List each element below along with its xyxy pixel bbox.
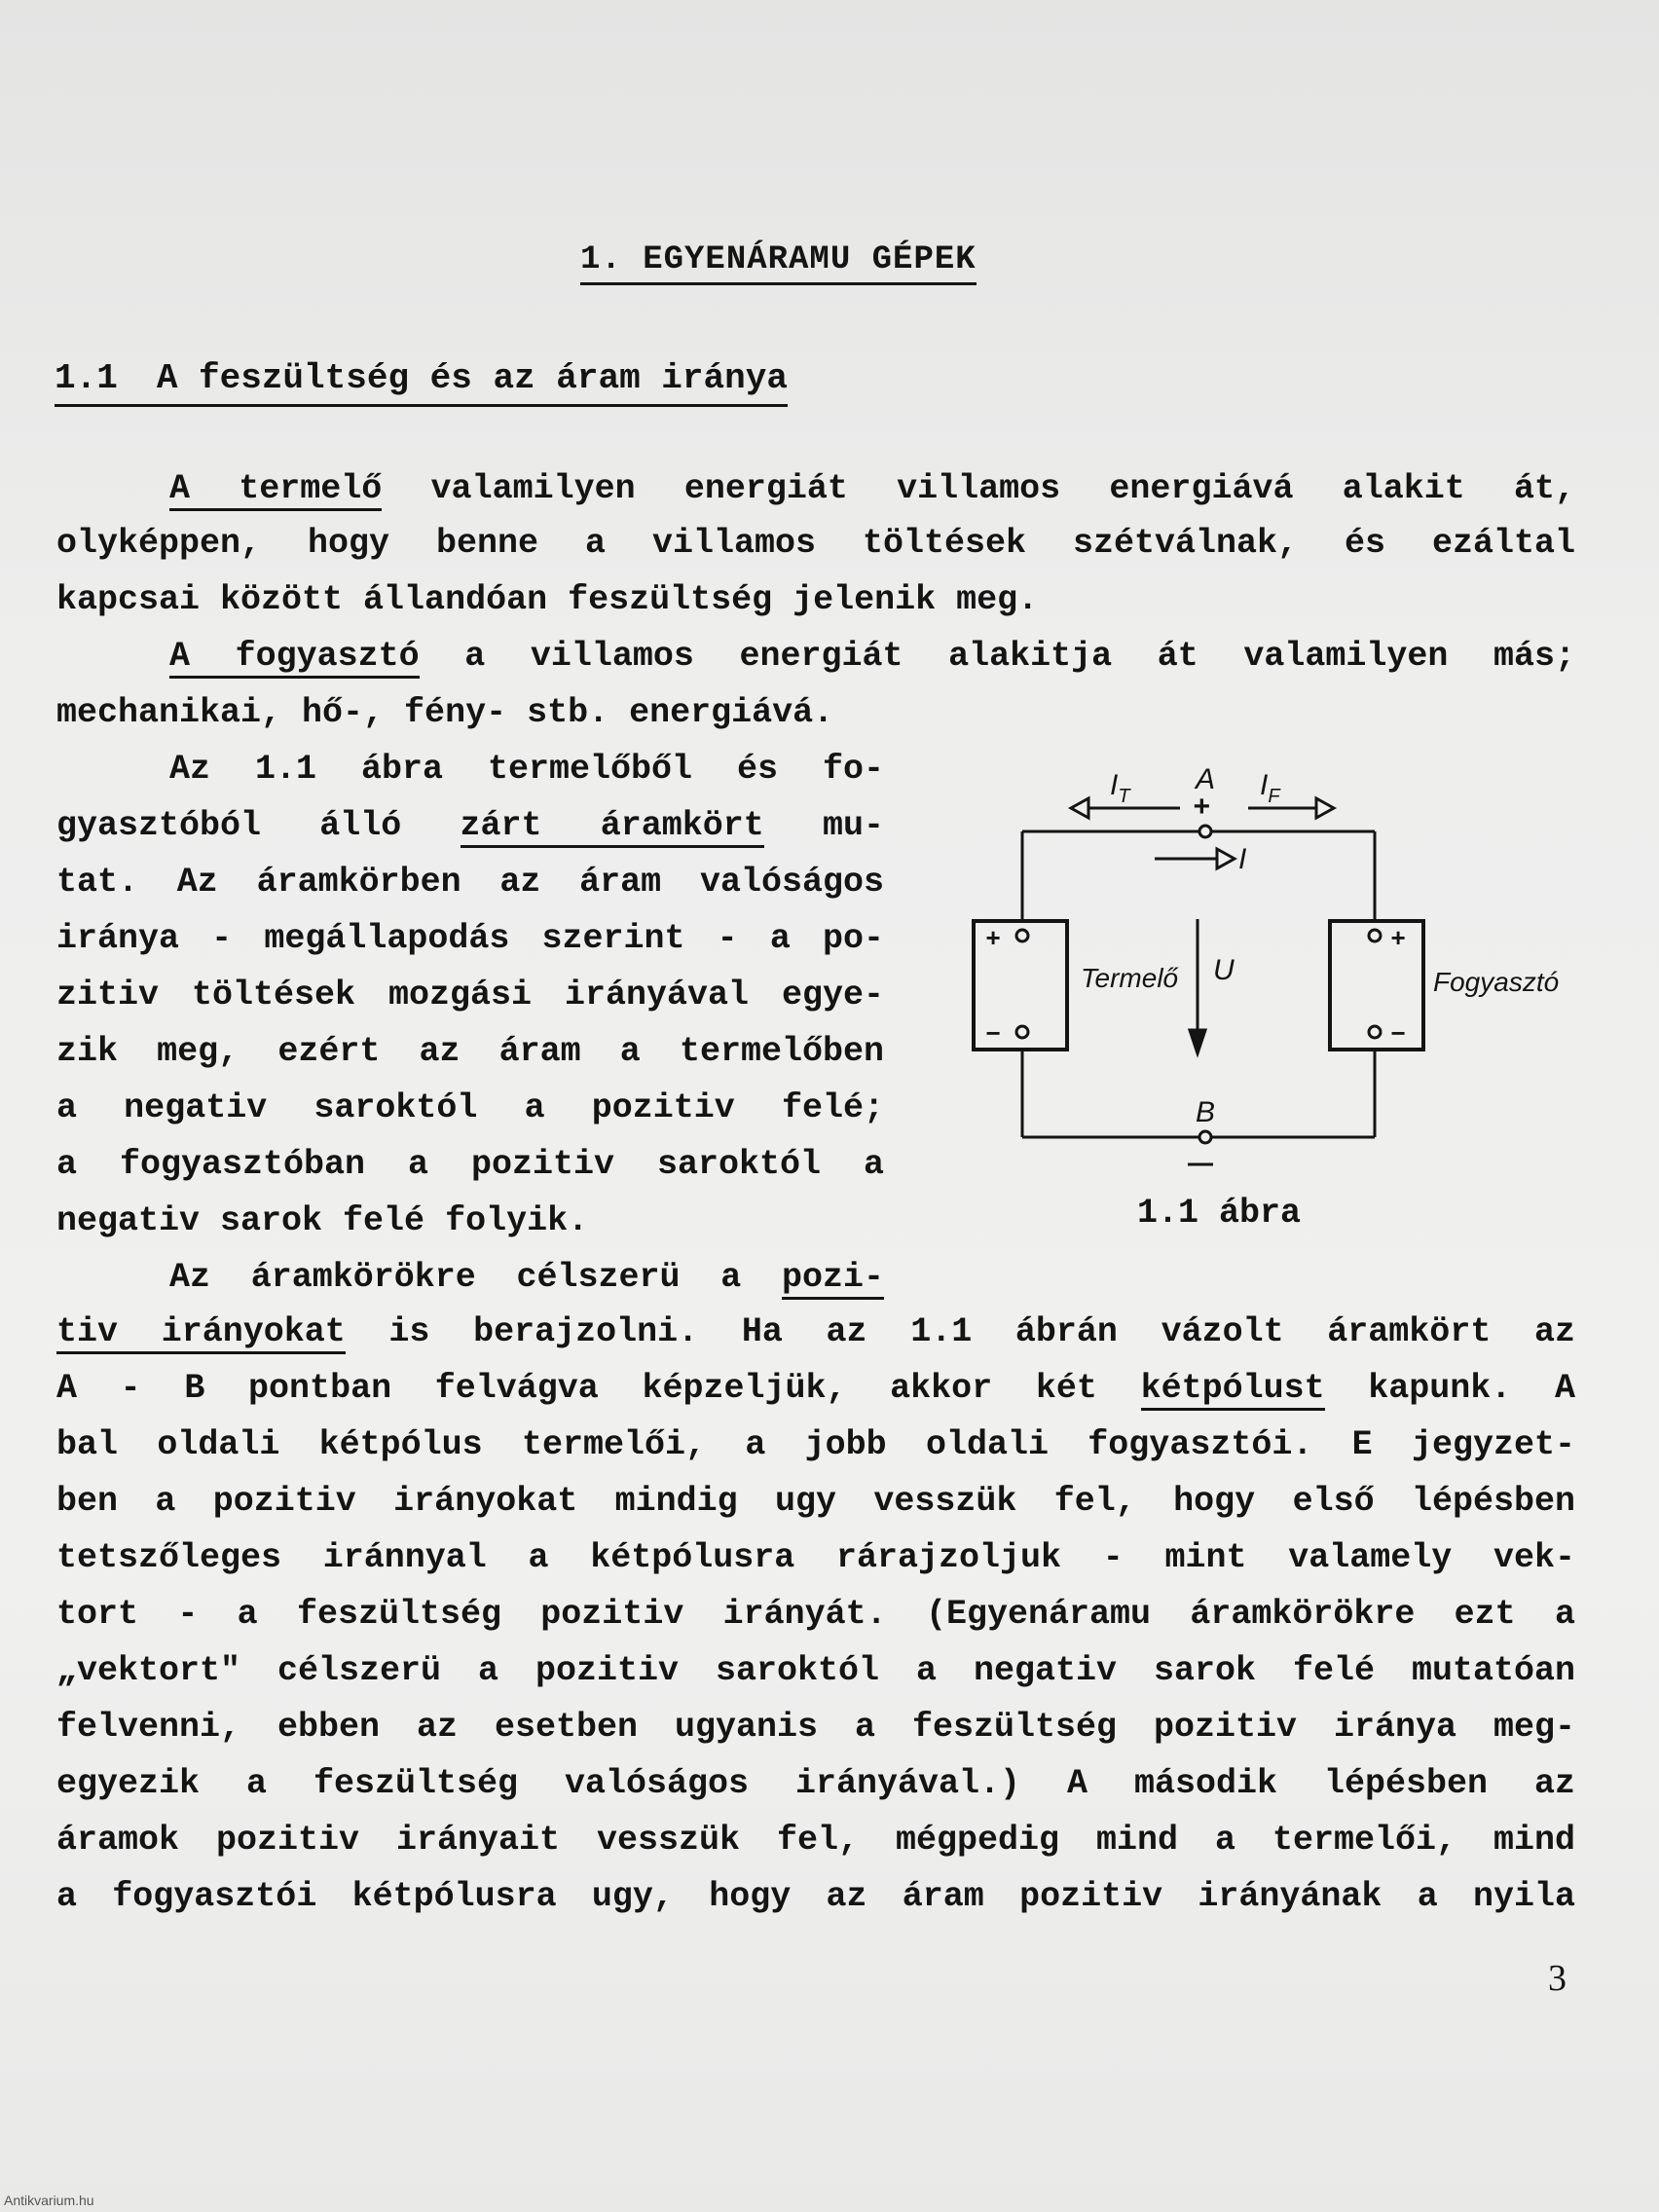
gen-minus-terminal bbox=[1016, 1026, 1028, 1038]
para3-line5: zitiv töltések mozgási irányával egye- bbox=[56, 976, 884, 1014]
para4-line4: bal oldali kétpólus termelői, a jobb oldali fogyasztói. E jegyzet- bbox=[56, 1425, 1575, 1464]
label-b: B bbox=[1196, 1096, 1216, 1128]
gen-plus-terminal bbox=[1016, 930, 1028, 941]
figure-caption: 1.1 ábra bbox=[1137, 1194, 1302, 1233]
para3-line6: zik meg, ezért az áram a termelőben bbox=[56, 1032, 884, 1071]
node-b-terminal bbox=[1199, 1131, 1211, 1143]
circuit-figure bbox=[954, 756, 1577, 1223]
para4-line6: tetszőleges iránnyal a kétpólusra rárajzoljuk - mint valamely vek- bbox=[56, 1538, 1575, 1577]
para4-line12: a fogyasztói kétpólusra ugy, hogy az áram pozitiv irányának a nyila bbox=[56, 1877, 1575, 1916]
label-fogyaszto: Fogyasztó bbox=[1433, 967, 1560, 997]
cons-minus-terminal bbox=[1369, 1026, 1381, 1038]
para4-line1: Az áramkörökre célszerü a pozi- bbox=[169, 1256, 884, 1299]
para3-line7: a negativ saroktól a pozitiv felé; bbox=[56, 1088, 884, 1127]
label-if: $I_F$ bbox=[1260, 769, 1280, 807]
arrow-it-head bbox=[1071, 798, 1088, 818]
label-a: A bbox=[1196, 763, 1216, 795]
arrow-u-head bbox=[1190, 1030, 1205, 1053]
para3-line2: gyasztóból álló zárt áramkört mu- bbox=[56, 804, 884, 847]
term-fogyaszto: A fogyasztó bbox=[169, 637, 420, 679]
para3-line9: negativ sarok felé folyik. bbox=[56, 1201, 589, 1240]
term-ketpolus: kétpólust bbox=[1141, 1369, 1325, 1411]
cons-plus-sign: + bbox=[1390, 923, 1406, 952]
para4-line2: tiv irányokat is berajzolni. Ha az 1.1 ábrán vázolt áramkört az bbox=[56, 1310, 1575, 1353]
para4-line10: egyezik a feszültség valóságos irányával.) A második lépésben az bbox=[56, 1764, 1575, 1803]
cons-plus-terminal bbox=[1369, 930, 1381, 941]
para3-line3: tat. Az áramkörben az áram valóságos bbox=[56, 863, 884, 902]
watermark: Antikvarium.hu bbox=[4, 2193, 94, 2208]
section-title: A feszültség és az áram iránya bbox=[156, 358, 788, 398]
para1-line1: A termelő valamilyen energiát villamos energiává alakit át, bbox=[169, 467, 1575, 510]
term-pozitiv-iranyok-1: pozi- bbox=[782, 1258, 884, 1300]
label-it: $I_T$ bbox=[1110, 769, 1130, 807]
arrow-i-head bbox=[1217, 849, 1235, 868]
para4-line7: tort - a feszültség pozitiv irányát. (Egyenáramu áramkörökre ezt a bbox=[56, 1595, 1575, 1634]
page-number: 3 bbox=[1548, 1958, 1567, 1999]
circuit-diagram bbox=[954, 756, 1577, 1223]
para4-line3: A - B pontban felvágva képzeljük, akkor két kétpólust kapunk. A bbox=[56, 1367, 1575, 1410]
para3-line8: a fogyasztóban a pozitiv saroktól a bbox=[56, 1145, 884, 1184]
para4-line11: áramok pozitiv irányait vesszük fel, mégpedig mind a termelői, mind bbox=[56, 1821, 1575, 1860]
section-heading bbox=[55, 358, 788, 407]
label-u: U bbox=[1213, 954, 1235, 986]
para3-line1: Az 1.1 ábra termelőből és fo- bbox=[169, 750, 884, 789]
para2-line2: mechanikai, hő-, fény- stb. energiává. bbox=[56, 693, 834, 732]
label-termelo: Termelő bbox=[1081, 963, 1179, 993]
para2-line1: A fogyasztó a villamos energiát alakitja át valamilyen más; bbox=[169, 635, 1575, 678]
cons-minus-sign: − bbox=[1390, 1018, 1406, 1048]
gen-plus-sign: + bbox=[985, 923, 1001, 952]
label-i: I bbox=[1238, 843, 1247, 875]
term-pozitiv-iranyok-2: tiv irányokat bbox=[56, 1312, 346, 1354]
para1-line3: kapcsai között állandóan feszültség jelenik meg. bbox=[56, 580, 1039, 619]
gen-minus-sign: − bbox=[985, 1018, 1001, 1048]
section-number: 1.1 bbox=[55, 358, 118, 398]
arrow-if-head bbox=[1316, 798, 1334, 818]
para1-line2: olyképpen, hogy benne a villamos töltések szétválnak, és ezáltal bbox=[56, 524, 1575, 563]
chapter-title: 1. EGYENÁRAMU GÉPEK bbox=[580, 241, 977, 285]
term-zart-aramkor: zárt áramkört bbox=[461, 806, 764, 848]
label-a-plus: + bbox=[1193, 791, 1210, 823]
node-a-terminal bbox=[1199, 826, 1211, 837]
para3-line4: iránya - megállapodás szerint - a po- bbox=[56, 919, 884, 958]
para4-line8: „vektort" célszerü a pozitiv saroktól a negativ sarok felé mutatóan bbox=[56, 1651, 1575, 1690]
para4-line5: ben a pozitiv irányokat mindig ugy vesszük fel, hogy első lépésben bbox=[56, 1482, 1575, 1521]
para4-line9: felvenni, ebben az esetben ugyanis a feszültség pozitiv iránya meg- bbox=[56, 1708, 1575, 1747]
term-termelo: A termelő bbox=[169, 469, 382, 511]
